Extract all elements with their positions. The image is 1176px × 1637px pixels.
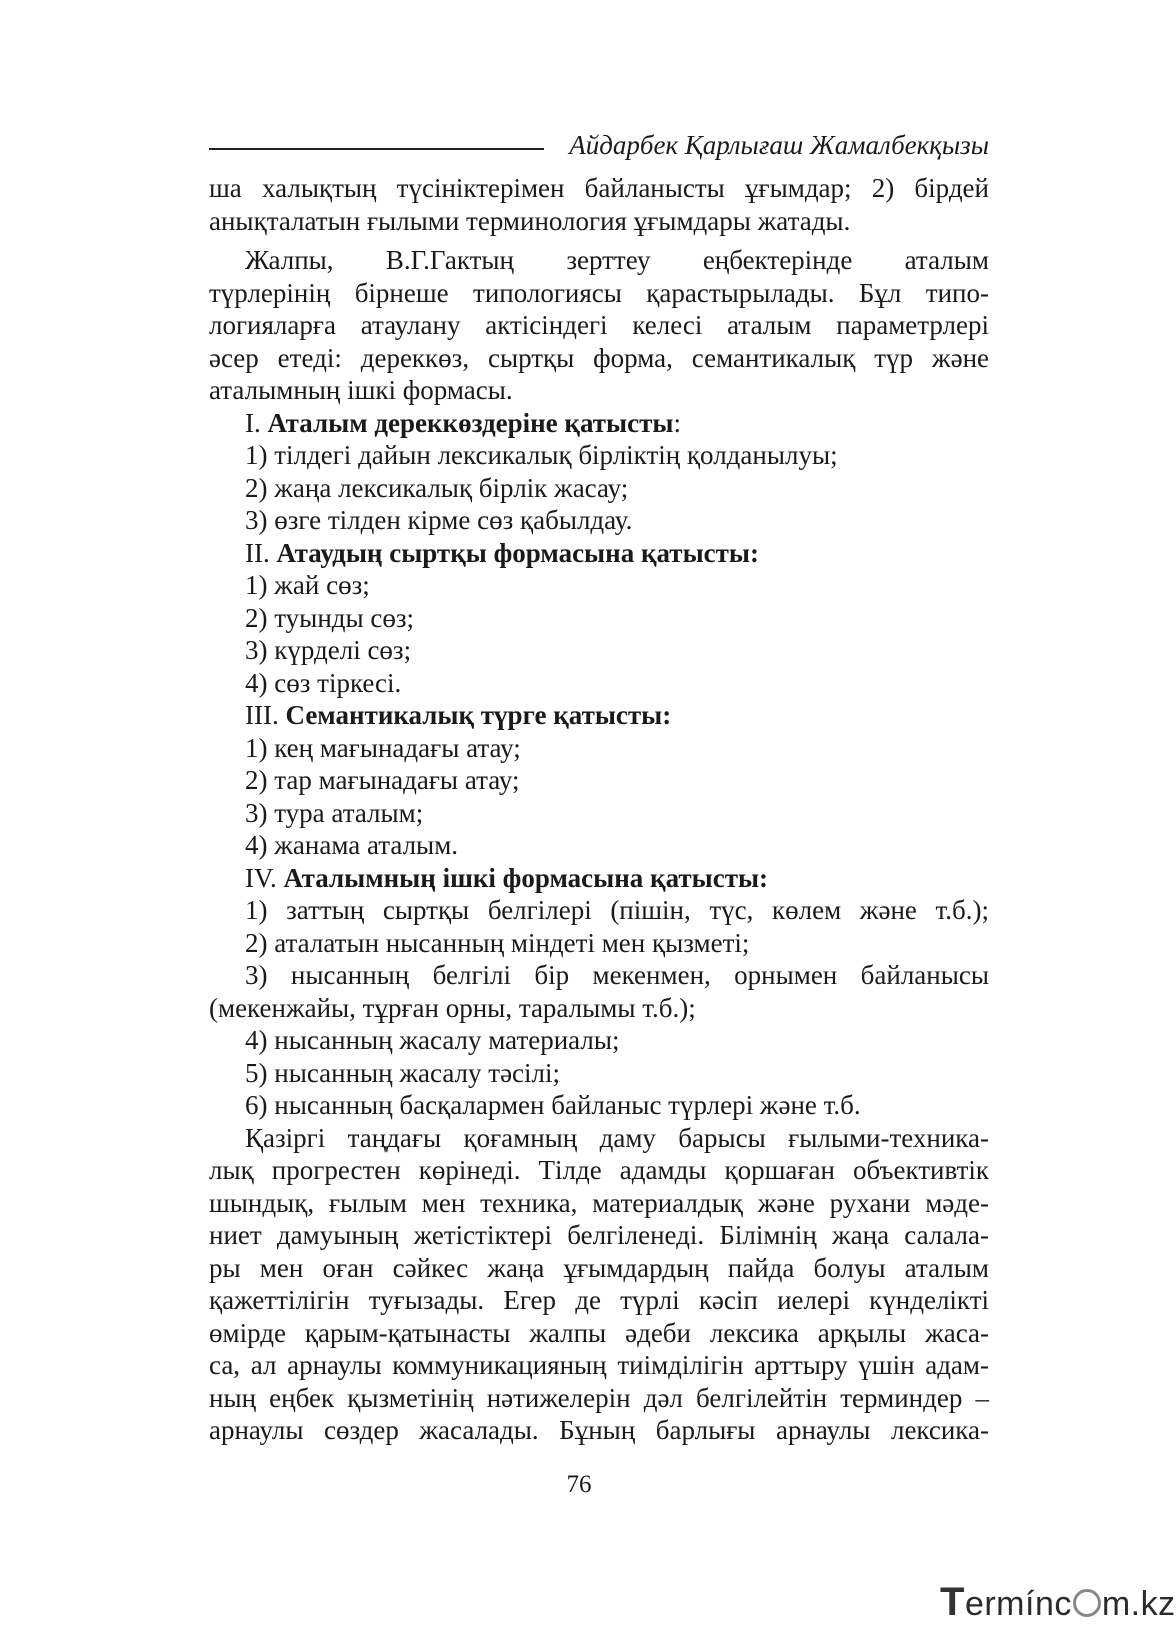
watermark-ring-icon [1073,1589,1101,1617]
body-line: қажеттілігін туғызады. Егер де түрлі кәсіп иелері күнделікті [209,1285,989,1315]
list-item: 4) жанама аталым. [245,830,459,860]
list-item: 1) тілдегі дайын лексикалық бірліктің қолданылуы; [245,440,838,470]
list-item: 1) кең мағынадағы атау; [245,732,521,763]
body-line: аталымның ішкі формасы. [209,375,513,405]
watermark-first: T [940,1580,965,1624]
list-item: 4) нысанның жасалу материалы; [245,1025,620,1055]
section-heading [209,537,989,570]
body-line: Қазіргі таңдағы қоғамның даму барысы ғылыми-техника- [245,1122,989,1153]
header-rule [209,148,544,150]
running-header [209,128,989,164]
list-item: 2) жаңа лексикалық бірлік жасау; [245,472,629,503]
body-line: арнаулы сөздер жасалады. Бұның барлығы арнаулы лексика- [209,1415,989,1445]
section-suffix: : [673,407,681,438]
body-line: лық прогрестен көрінеді. Тілде адамды қоршаған объективтік [209,1155,989,1185]
section-heading [209,699,989,732]
watermark-logo [940,1580,1176,1625]
watermark-middle: ermínc [964,1585,1072,1623]
body-line: анықталатын ғылыми терминология ұғымдары жатады. [209,205,851,236]
list-item: 3) өзге тілден кірме сөз қабылдау. [245,505,633,535]
section-title: Семантикалық түрге қатысты: [285,700,672,730]
header-author: Айдарбек Қарлығаш Жамалбекқызы [569,130,989,160]
section-title: Аталымның ішкі формасына қатысты: [283,862,769,893]
watermark-last: m.kz [1101,1585,1176,1623]
list-item-continuation: (мекенжайы, тұрған орны, таралымы т.б.); [209,992,696,1023]
list-item: 1) заттың сыртқы белгілері (пішін, түс, көлем және т.б.); [245,895,989,925]
list-item: 3) күрделі сөз; [245,635,412,665]
list-item: 6) нысанның басқалармен байланыс түрлері және т.б. [245,1090,861,1120]
body-line: түрлерінің бірнеше типологиясы қарастырылады. Бұл типо- [209,277,989,308]
section-numeral: IV. [245,862,277,893]
section-heading [209,407,989,440]
page-body [209,172,989,1447]
list-item: 2) туынды сөз; [245,602,415,633]
section-heading [209,862,989,895]
list-item: 3) тура аталым; [245,797,424,828]
body-line: ша халықтың түсініктерімен байланысты ұғымдар; 2) бірдей [209,173,989,203]
section-title: Аталым дереккөздеріне қатысты [267,407,674,438]
body-line: әсер етеді: дереккөз, сыртқы форма, семантикалық түр және [209,342,989,373]
body-line: өмірде қарым-қатынасты жалпы әдеби лексика арқылы жаса- [209,1317,989,1348]
list-item: 1) жай сөз; [245,570,370,600]
list-item: 4) сөз тіркесі. [245,667,402,698]
body-line: ның еңбек қызметінің нәтижелерін дәл белгілейтін терминдер – [209,1382,989,1413]
body-line: логияларға атаулану актісіндегі келесі аталым параметрлері [209,310,989,340]
body-line: ры мен оған сәйкес жаңа ұғымдардың пайда болуы аталым [209,1252,989,1283]
section-numeral: II. [245,537,270,568]
section-numeral: III. [245,700,279,730]
body-line: Жалпы, В.Г.Гактың зерттеу еңбектерінде аталым [245,245,989,275]
page-number: 76 [566,1471,592,1498]
body-line: са, ал арнаулы коммуникацияның тиімділігін арттыру үшін адам- [209,1350,989,1380]
body-line: ниет дамуының жетістіктері белгіленеді. Білімнің жаңа салала- [209,1220,989,1250]
list-item: 3) нысанның белгілі бір мекенмен, орнымен байланысы [245,960,989,990]
list-item: 2) тар мағынадағы атау; [245,765,520,795]
body-line: шындық, ғылым мен техника, материалдық және рухани мәде- [209,1187,989,1218]
list-item: 2) аталатын нысанның міндеті мен қызметі; [245,927,750,958]
section-title: Атаудың сыртқы формасына қатысты: [276,537,759,568]
list-item: 5) нысанның жасалу тәсілі; [245,1057,561,1088]
section-numeral: I. [245,407,261,438]
